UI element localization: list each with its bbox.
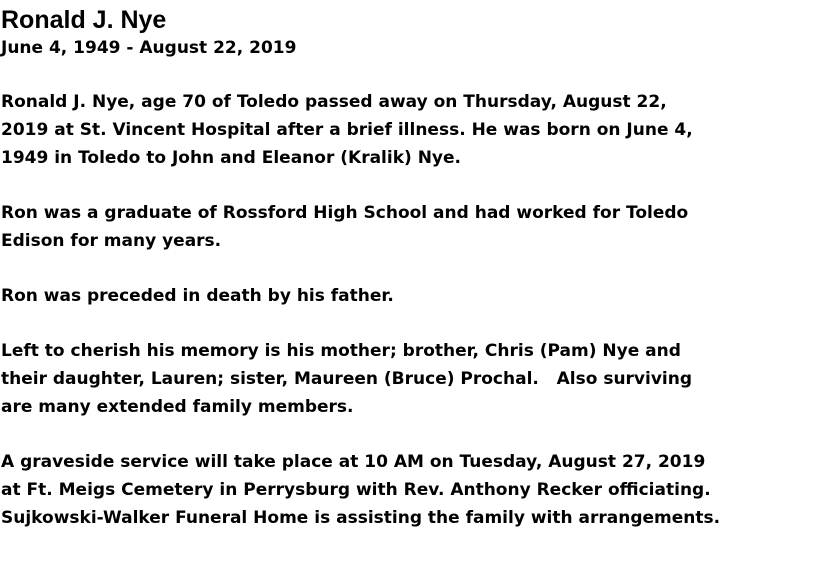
obituary-dates: June 4, 1949 - August 22, 2019 bbox=[1, 38, 297, 58]
paragraph-survivors bbox=[1, 337, 819, 421]
paragraph-line: 1949 in Toledo to John and Eleanor (Kralik) Nye. bbox=[1, 148, 462, 168]
paragraph-service bbox=[1, 448, 819, 532]
paragraph-line: Ron was a graduate of Rossford High School and had worked for Toledo bbox=[1, 203, 689, 223]
paragraph-line: are many extended family members. bbox=[1, 397, 354, 417]
paragraph-line: Sujkowski-Walker Funeral Home is assisting the family with arrangements. bbox=[1, 508, 721, 528]
paragraph-line: Ronald J. Nye, age 70 of Toledo passed away on Thursday, August 22, bbox=[1, 92, 667, 112]
paragraph-line: Ron was preceded in death by his father. bbox=[1, 286, 394, 306]
paragraph-line: Left to cherish his memory is his mother; brother, Chris (Pam) Nye and bbox=[1, 341, 681, 361]
paragraph-line: 2019 at St. Vincent Hospital after a brief illness. He was born on June 4, bbox=[1, 120, 693, 140]
paragraph-line: Edison for many years. bbox=[1, 231, 222, 251]
obituary-page bbox=[1, 0, 819, 532]
paragraph-line: A graveside service will take place at 10 AM on Tuesday, August 27, 2019 bbox=[1, 452, 706, 472]
paragraph-line: at Ft. Meigs Cemetery in Perrysburg with Rev. Anthony Recker officiating. bbox=[1, 480, 711, 500]
paragraph-intro bbox=[1, 88, 819, 172]
obituary-name: Ronald J. Nye bbox=[1, 6, 167, 34]
paragraph-line: their daughter, Lauren; sister, Maureen (Bruce) Prochal. Also surviving bbox=[1, 369, 693, 389]
paragraph-preceded bbox=[1, 282, 819, 310]
paragraph-education bbox=[1, 199, 819, 255]
